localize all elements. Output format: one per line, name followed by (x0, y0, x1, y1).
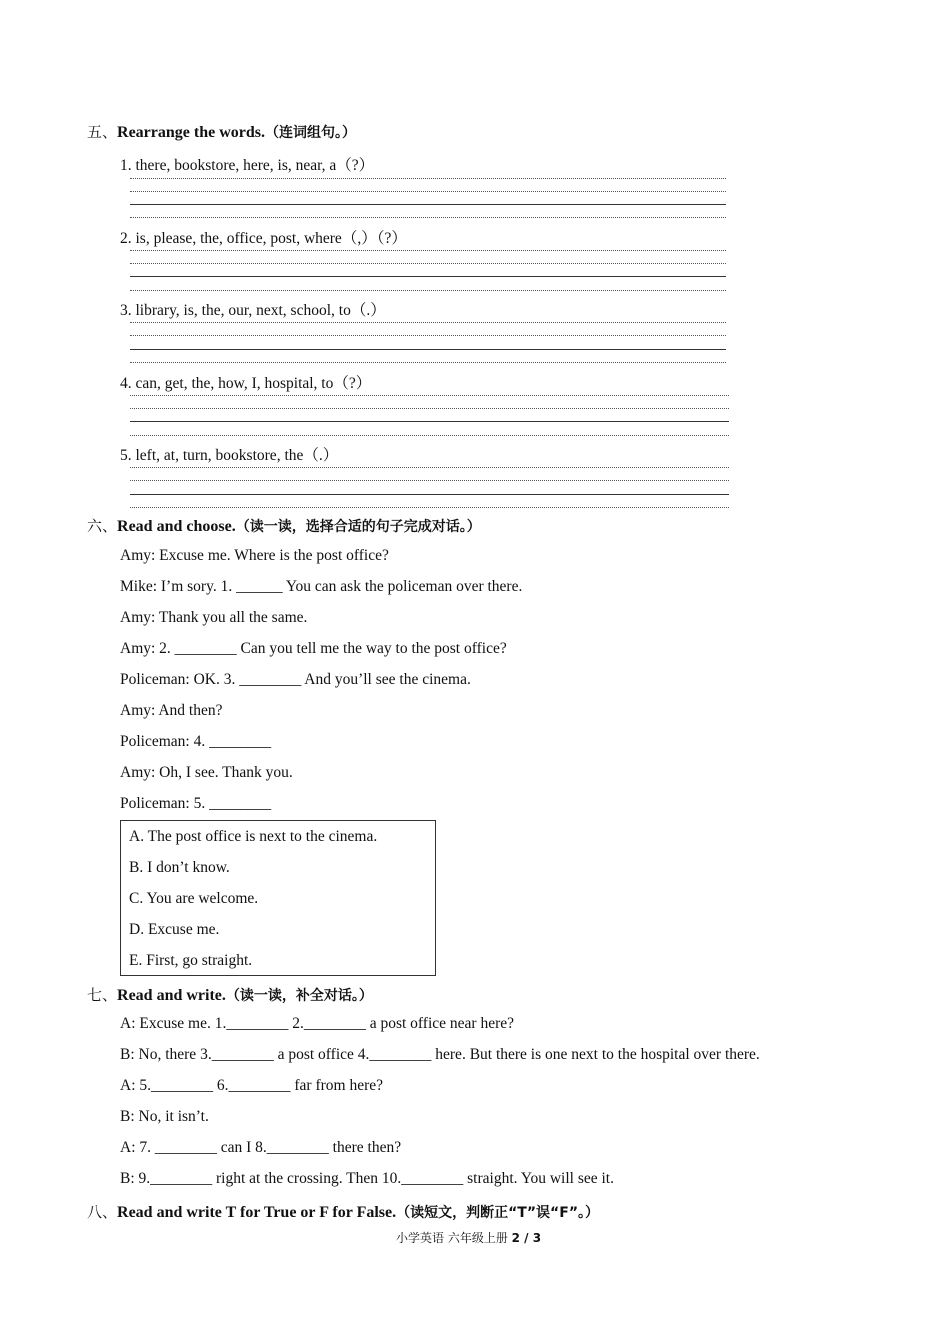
writing-line-dotted (130, 467, 729, 468)
writing-line-dotted (130, 335, 726, 336)
writing-line-dotted (130, 480, 729, 481)
dialogue-line: B: No, it isn’t. (120, 1108, 209, 1125)
page-footer (396, 1229, 541, 1246)
section-7-heading (87, 984, 373, 1005)
option-d: D. Excuse me. (129, 921, 220, 938)
dialogue-line: Policeman: 4. ________ (120, 733, 272, 750)
page-number: 2 / 3 (511, 1231, 542, 1245)
section-number: 六、 (87, 517, 118, 535)
section-number: 八、 (87, 1203, 118, 1221)
dialogue-line: Amy: Excuse me. Where is the post office? (120, 547, 389, 564)
option-c: C. You are welcome. (129, 890, 259, 907)
dialogue-line: B: 9.________ right at the crossing. Then 10.________ straight. You will see it. (120, 1170, 614, 1187)
writing-line-dotted (130, 435, 729, 436)
section-5-heading (87, 121, 356, 142)
dialogue-line: Mike: I’m sory. 1. ______ You can ask the policeman over there. (120, 578, 523, 595)
writing-line-dotted (130, 507, 729, 508)
section-instruction: （读短文，判断正“T”误“F”。） (396, 1205, 600, 1221)
writing-line-dotted (130, 362, 726, 363)
writing-line-baseline (130, 494, 729, 495)
rearrange-item-1: 1. there, bookstore, here, is, near, a（?） (120, 157, 375, 174)
section-title: Read and write. (117, 987, 226, 1004)
option-e: E. First, go straight. (129, 952, 253, 969)
dialogue-line: Policeman: OK. 3. ________ And you’ll see the cinema. (120, 671, 471, 688)
section-title: Rearrange the words. (117, 124, 265, 141)
section-instruction: （连词组句。） (264, 125, 356, 141)
dialogue-line: Amy: Oh, I see. Thank you. (120, 764, 293, 781)
section-title: Read and choose. (117, 518, 236, 535)
writing-line-dotted (130, 250, 726, 251)
writing-line-baseline (130, 276, 726, 277)
rearrange-item-5: 5. left, at, turn, bookstore, the（.） (120, 447, 339, 464)
rearrange-item-4: 4. can, get, the, how, I, hospital, to（?） (120, 375, 372, 392)
writing-line-dotted (130, 263, 726, 264)
writing-line-dotted (130, 191, 726, 192)
section-8-heading (87, 1201, 599, 1222)
dialogue-line: Amy: Thank you all the same. (120, 609, 308, 626)
section-instruction: （读一读，补全对话。） (225, 988, 373, 1004)
dialogue-line: Policeman: 5. ________ (120, 795, 272, 812)
options-box (120, 820, 436, 976)
writing-line-dotted (130, 290, 726, 291)
option-b: B. I don’t know. (129, 859, 230, 876)
section-instruction: （读一读，选择合适的句子完成对话。） (235, 519, 481, 535)
writing-line-baseline (130, 421, 729, 422)
dialogue-line: Amy: And then? (120, 702, 223, 719)
section-6-heading (87, 515, 481, 536)
writing-line-baseline (130, 349, 726, 350)
writing-line-dotted (130, 178, 726, 179)
footer-course: 小学英语 六年级上册 (396, 1231, 512, 1245)
dialogue-line: B: No, there 3.________ a post office 4.________ here. But there is one next to the hospital over there. (120, 1046, 760, 1063)
rearrange-item-3: 3. library, is, the, our, next, school, to（.） (120, 302, 386, 319)
section-title: Read and write T for True or F for False. (117, 1204, 397, 1221)
writing-line-dotted (130, 322, 726, 323)
rearrange-item-2: 2. is, please, the, office, post, where（,）（?） (120, 230, 407, 247)
section-number: 七、 (87, 986, 118, 1004)
dialogue-line: A: Excuse me. 1.________ 2.________ a post office near here? (120, 1015, 514, 1032)
writing-line-dotted (130, 217, 726, 218)
writing-line-dotted (130, 395, 729, 396)
option-a: A. The post office is next to the cinema. (129, 828, 378, 845)
dialogue-line: A: 7. ________ can I 8.________ there then? (120, 1139, 402, 1156)
dialogue-line: A: 5.________ 6.________ far from here? (120, 1077, 384, 1094)
dialogue-line: Amy: 2. ________ Can you tell me the way to the post office? (120, 640, 507, 657)
section-number: 五、 (87, 123, 118, 141)
writing-line-dotted (130, 408, 729, 409)
writing-line-baseline (130, 204, 726, 205)
